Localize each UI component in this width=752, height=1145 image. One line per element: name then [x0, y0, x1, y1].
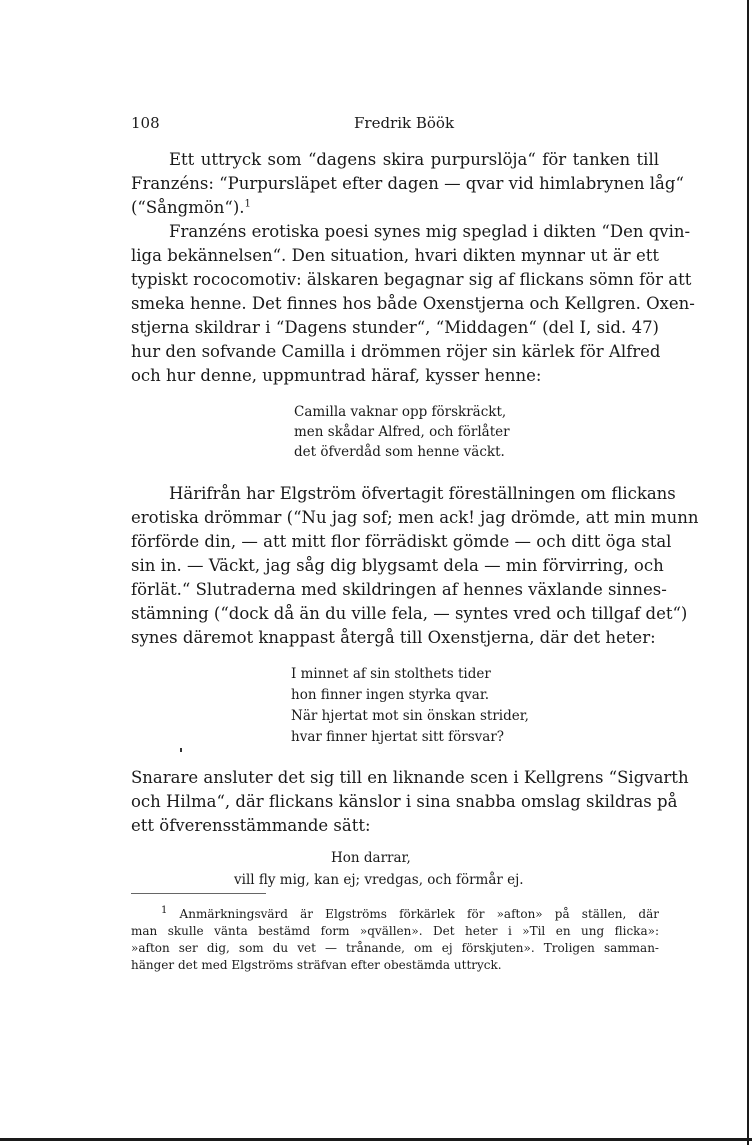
page-edge-right: [747, 0, 749, 1145]
verse-line: Hon darrar,: [331, 850, 411, 866]
paragraph-line: Franzéns: “Purpursläpet efter dagen — qvar vid himlabrynen låg“: [131, 174, 684, 193]
verse-line: men skådar Alfred, och förlåter: [294, 424, 510, 440]
paragraph-line: förförde din, — att mitt flor förrädiskt gömde — och ditt öga stal: [131, 532, 672, 551]
footnote-rule: [131, 893, 266, 894]
verse-line: vill fly mig, kan ej; vredgas, och förmår ej.: [234, 872, 524, 888]
paragraph-line: [131, 196, 659, 220]
verse-line: När hjertat mot sin önskan strider,: [291, 708, 529, 724]
paragraph-line: Härifrån har Elgström öfvertagit föreställningen om flickans: [169, 484, 676, 503]
footnote-line: man skulle vänta bestämd form »qvällen». Det heter i »Til en ung flicka»:: [131, 924, 659, 938]
footnote-ref[interactable]: 1: [244, 198, 251, 210]
paragraph-line: stämning (“dock då än du ville fela, — syntes vred och tillgaf det“): [131, 604, 688, 623]
paragraph-line: Ett uttryck som “dagens skira purpurslöja“ för tanken till: [169, 150, 659, 169]
verse-line: hon finner ingen styrka qvar.: [291, 687, 490, 703]
footnote-line: hänger det med Elgströms sträfvan efter obestämda uttryck.: [131, 958, 502, 972]
paragraph-line: stjerna skildrar i “Dagens stunder“, “Middagen“ (del I, sid. 47): [131, 318, 659, 337]
running-title: Fredrik Böök: [354, 114, 455, 132]
paragraph-line: Snarare ansluter det sig till en liknande scen i Kellgrens “Sigvarth: [131, 768, 689, 787]
page-edge-bottom: [0, 1138, 752, 1141]
paragraph-line: liga bekännelsen“. Den situation, hvari dikten mynnar ut är ett: [131, 246, 659, 265]
verse-line: Camilla vaknar opp förskräckt,: [294, 404, 507, 420]
paragraph-line: typiskt rococomotiv: älskaren begagnar sig af flickans sömn för att: [131, 270, 692, 289]
footnote-line-text: Anmärkningsvärd är Elgströms förkärlek för »afton» på ställen, där: [179, 907, 659, 921]
paragraph-line: erotiska drömmar (“Nu jag sof; men ack! jag drömde, att min munn: [131, 508, 699, 527]
paragraph-line: synes däremot knappast återgå till Oxenstjerna, där det heter:: [131, 628, 656, 647]
footnote-line: [131, 906, 659, 923]
verse-line: det öfverdåd som henne väckt.: [294, 444, 505, 460]
page-number: 108: [131, 114, 160, 132]
paragraph-line: förlät.“ Slutraderna med skildringen af hennes växlande sinnes-: [131, 580, 667, 599]
footnote-marker: 1: [161, 905, 168, 916]
footnote-line: »afton ser dig, som du vet — trånande, om ej förskjuten». Troligen samman-: [131, 941, 659, 955]
paragraph-line-text: (“Sångmön“).: [131, 198, 245, 217]
verse-line: hvar finner hjertat sitt försvar?: [291, 729, 505, 745]
paragraph-line: smeka henne. Det finnes hos både Oxenstjerna och Kellgren. Oxen-: [131, 294, 695, 313]
paragraph-line: och Hilma“, där flickans känslor i sina snabba omslag skildras på: [131, 792, 678, 811]
paragraph-line: hur den sofvande Camilla i drömmen röjer sin kärlek för Alfred: [131, 342, 661, 361]
paragraph-line: Franzéns erotiska poesi synes mig speglad i dikten “Den qvin-: [169, 222, 691, 241]
paragraph-line: sin in. — Väckt, jag såg dig blygsamt dela — min förvirring, och: [131, 556, 664, 575]
running-header: [131, 114, 659, 136]
verse-line: I minnet af sin stolthets tider: [291, 666, 491, 682]
paragraph-line: ett öfverensstämmande sätt:: [131, 816, 371, 835]
paragraph-line: och hur denne, uppmuntrad häraf, kysser henne:: [131, 366, 542, 385]
print-speck: [180, 748, 182, 752]
